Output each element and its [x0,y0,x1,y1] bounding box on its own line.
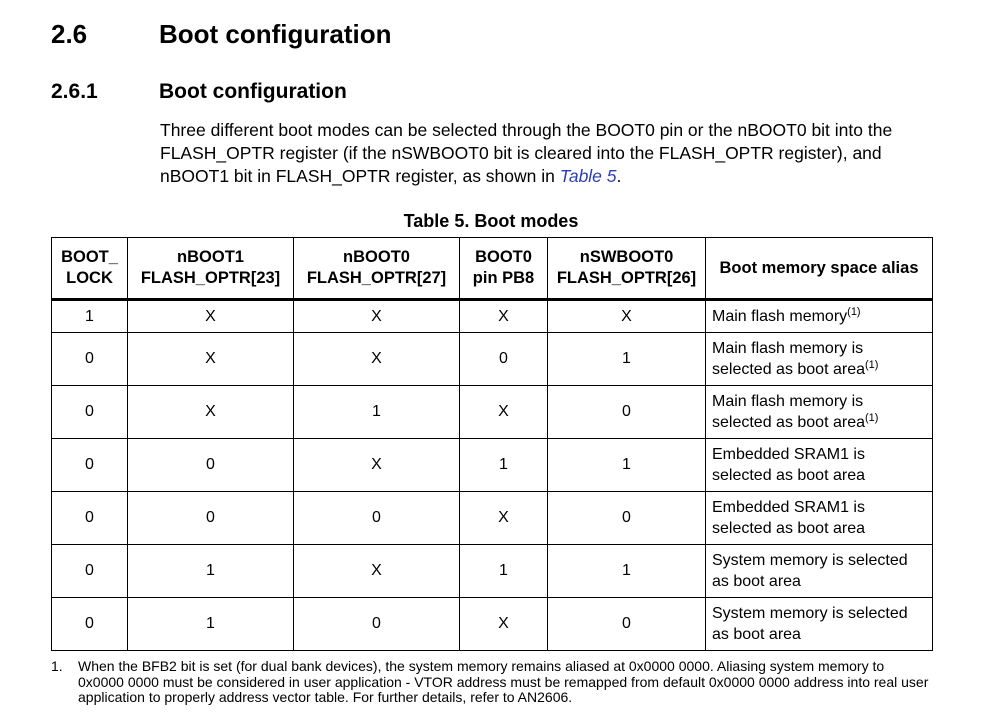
cell-boot-alias: Embedded SRAM1 is selected as boot area [706,492,933,545]
footnote-number: 1. [51,658,63,674]
cell-nboot1: 1 [128,598,294,651]
cell-nswboot0: 1 [548,545,706,598]
cell-nswboot0: 0 [548,386,706,439]
footnote-ref[interactable]: (1) [865,359,879,371]
subsection-heading [51,80,347,104]
cell-boot-alias: Main flash memory is selected as boot area$^{(1)}$ [706,386,933,439]
cell-boot0-pin: 0 [460,333,548,386]
cell-boot-alias: Main flash memory is selected as boot area$^{(1)}$ [706,333,933,386]
cell-nswboot0: X [548,300,706,333]
cell-nboot1: X [128,333,294,386]
intro-paragraph [160,119,950,188]
cell-nboot0: X [294,300,460,333]
header-nswboot0: nSWBOOT0 FLASH_OPTR[26] [548,238,706,300]
cell-boot-lock: 0 [52,492,128,545]
table-row [52,439,933,492]
subsection-number: 2.6.1 [51,80,98,103]
cell-boot-lock: 1 [52,300,128,333]
section-number: 2.6 [51,19,88,49]
cell-nboot1: 0 [128,439,294,492]
cell-boot-alias: System memory is selected as boot area [706,598,933,651]
cell-boot-alias: Main flash memory$^{(1)}$ [706,300,933,333]
table-caption: Table 5. Boot modes [403,211,579,231]
section-title: Boot configuration [159,19,392,49]
cell-nboot0: 1 [294,386,460,439]
footnote-ref[interactable]: (1) [847,306,861,318]
footnote-text: When the BFB2 bit is set (for dual bank devices), the system memory remains aliased at 0x0000 0000. Aliasing system memory to 0x0000 0000 must be considered in user application - VTOR address must be remapped from default 0x0000 0000 address into real user application to properly address vector table. For further details, refer to AN2606. [78,658,929,705]
header-boot0-pin: BOOT0 pin PB8 [460,238,548,300]
cell-boot0-pin: 1 [460,545,548,598]
intro-end: . [616,166,622,186]
header-nboot1: nBOOT1 FLASH_OPTR[23] [128,238,294,300]
boot-modes-table [51,237,933,651]
footnote [51,659,931,706]
cell-nswboot0: 0 [548,492,706,545]
cell-boot-lock: 0 [52,333,128,386]
table-row [52,492,933,545]
intro-text: Three different boot modes can be selected through the BOOT0 pin or the nBOOT0 bit into the FLASH_OPTR register (if the nSWBOOT0 bit is cleared into the FLASH_OPTR register), and nBOOT1 bit in FLASH_OPTR register, as shown in [160,120,893,186]
footnote-ref[interactable]: (1) [865,412,879,424]
cell-boot0-pin: X [460,598,548,651]
cell-boot0-pin: X [460,492,548,545]
table-row [52,545,933,598]
cell-nboot0: X [294,545,460,598]
cell-nboot1: X [128,300,294,333]
cell-boot-alias: System memory is selected as boot area [706,545,933,598]
table-row [52,598,933,651]
cell-boot-alias: Embedded SRAM1 is selected as boot area [706,439,933,492]
cell-boot-lock: 0 [52,439,128,492]
table-row [52,333,933,386]
cell-boot-lock: 0 [52,598,128,651]
cell-nboot0: X [294,439,460,492]
cell-nboot0: 0 [294,598,460,651]
table-header-row [52,238,933,300]
cell-boot-lock: 0 [52,386,128,439]
cell-boot-lock: 0 [52,545,128,598]
cell-boot0-pin: 1 [460,439,548,492]
cell-nboot1: 0 [128,492,294,545]
table-reference-link[interactable]: Table 5 [559,166,617,186]
cell-nboot0: 0 [294,492,460,545]
cell-nswboot0: 1 [548,333,706,386]
subsection-title: Boot configuration [159,80,347,103]
table-row [52,300,933,333]
cell-nswboot0: 0 [548,598,706,651]
header-boot-alias: Boot memory space alias [706,238,933,300]
table-row [52,386,933,439]
header-nboot0: nBOOT0 FLASH_OPTR[27] [294,238,460,300]
cell-nswboot0: 1 [548,439,706,492]
header-boot-lock: BOOT_ LOCK [52,238,128,300]
cell-nboot1: 1 [128,545,294,598]
cell-boot0-pin: X [460,386,548,439]
cell-nboot0: X [294,333,460,386]
cell-boot0-pin: X [460,300,548,333]
cell-nboot1: X [128,386,294,439]
section-heading [51,19,392,50]
